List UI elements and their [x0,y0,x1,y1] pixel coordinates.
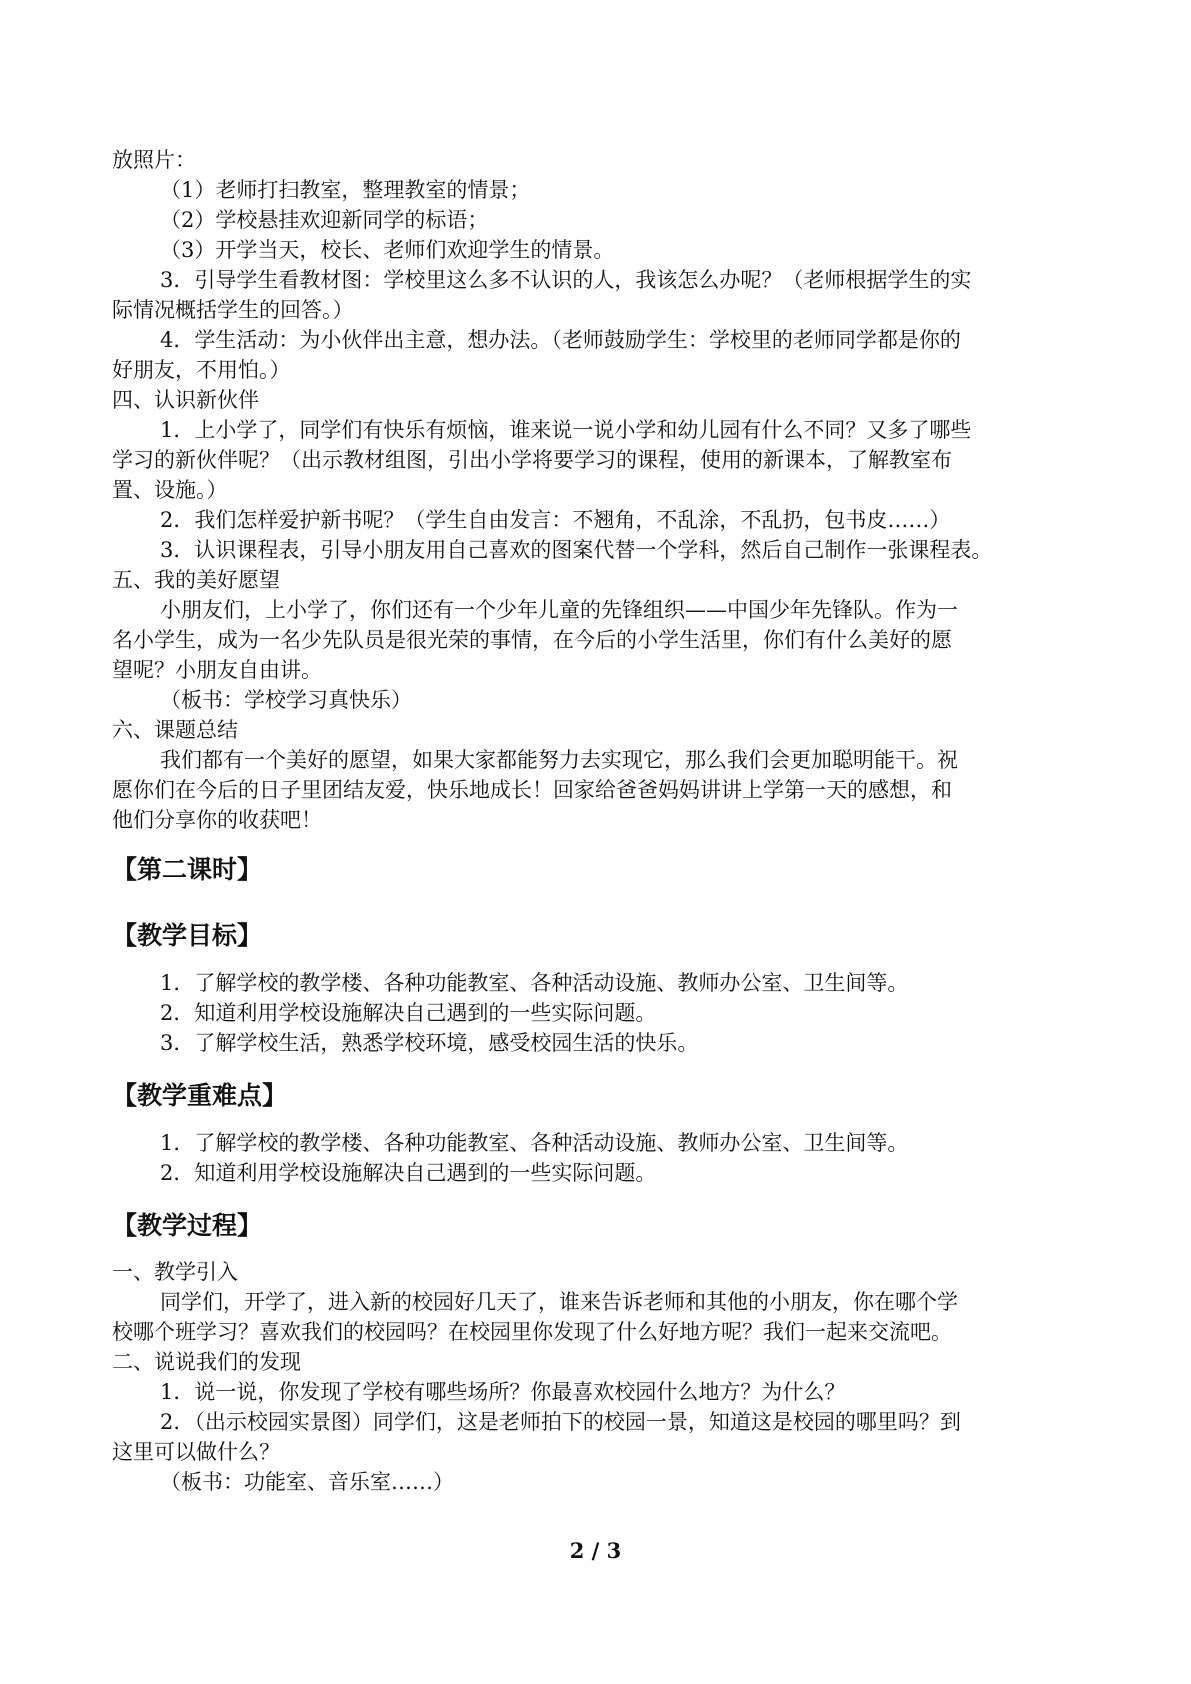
section-heading: 二、说说我们的发现 [112,1350,301,1374]
objective-item: 1．了解学校的教学楼、各种功能教室、各种活动设施、教师办公室、卫生间等。 [160,971,909,995]
text-line: 好朋友，不用怕。） [112,358,291,382]
heading-objectives: 【教学目标】 [112,921,263,950]
text-line: 愿你们在今后的日子里团结友爱，快乐地成长！回家给爸爸妈妈讲讲上学第一天的感想，和 [112,778,952,802]
text-line: 1．说一说，你发现了学校有哪些场所？你最喜欢校园什么地方？为什么？ [160,1380,846,1404]
text-line: 放照片： [112,148,196,172]
text-line: 4．学生活动：为小伙伴出主意，想办法。（老师鼓励学生：学校里的老师同学都是你的 [160,328,961,352]
keypoint-item: 1．了解学校的教学楼、各种功能教室、各种活动设施、教师办公室、卫生间等。 [160,1131,909,1155]
text-line: 3．认识课程表，引导小朋友用自己喜欢的图案代替一个学科，然后自己制作一张课程表。 [160,538,993,562]
text-line: 置、设施。） [112,478,228,502]
heading-keypoints: 【教学重难点】 [112,1081,288,1110]
text-line: 望呢？小朋友自由讲。 [112,658,322,682]
text-line: 1．上小学了，同学们有快乐有烦恼，谁来说一说小学和幼儿园有什么不同？又多了哪些 [160,418,972,442]
text-line: 小朋友们，上小学了，你们还有一个少年儿童的先锋组织——中国少年先锋队。作为一 [160,598,958,622]
text-line: （板书：学校学习真快乐） [160,688,412,712]
text-line: 我们都有一个美好的愿望，如果大家都能努力去实现它，那么我们会更加聪明能干。祝 [160,748,958,772]
text-line: 同学们，开学了，进入新的校园好几天了，谁来告诉老师和其他的小朋友，你在哪个学 [160,1290,958,1314]
page-number: 2 / 3 [569,1538,622,1563]
heading-process: 【教学过程】 [112,1211,263,1240]
text-line: 3．引导学生看教材图：学校里这么多不认识的人，我该怎么办呢？（老师根据学生的实 [160,268,972,292]
text-line: 名小学生，成为一名少先队员是很光荣的事情，在今后的小学生活里，你们有什么美好的愿 [112,628,952,652]
text-line: 际情况概括学生的回答。） [112,298,354,322]
section-heading: 六、课题总结 [112,718,238,742]
text-line: （3）开学当天，校长、老师们欢迎学生的情景。 [160,238,615,262]
text-line: 学习的新伙伴呢？（出示教材组图，引出小学将要学习的课程，使用的新课本，了解教室布 [112,448,952,472]
text-line: 校哪个班学习？喜欢我们的校园吗？在校园里你发现了什么好地方呢？我们一起来交流吧。 [112,1320,952,1344]
keypoint-item: 2．知道利用学校设施解决自己遇到的一些实际问题。 [160,1161,657,1185]
text-line: （1）老师打扫教室，整理教室的情景； [160,178,531,202]
objective-item: 2．知道利用学校设施解决自己遇到的一些实际问题。 [160,1001,657,1025]
section-heading: 五、我的美好愿望 [112,568,280,592]
heading-lesson-2: 【第二课时】 [112,855,263,884]
section-heading: 四、认识新伙伴 [112,388,259,412]
section-heading: 一、教学引入 [112,1260,238,1284]
text-line: 这里可以做什么？ [112,1440,280,1464]
text-line: （2）学校悬挂欢迎新同学的标语； [160,208,489,232]
text-line: 2．我们怎样爱护新书呢？（学生自由发言：不翘角，不乱涂，不乱扔，包书皮……） [160,508,951,532]
text-line: 2．（出示校园实景图）同学们，这是老师拍下的校园一景，知道这是校园的哪里吗？到 [160,1410,961,1434]
text-line: （板书：功能室、音乐室……） [160,1470,454,1494]
text-line: 他们分享你的收获吧！ [112,808,322,832]
objective-item: 3．了解学校生活，熟悉学校环境，感受校园生活的快乐。 [160,1031,699,1055]
